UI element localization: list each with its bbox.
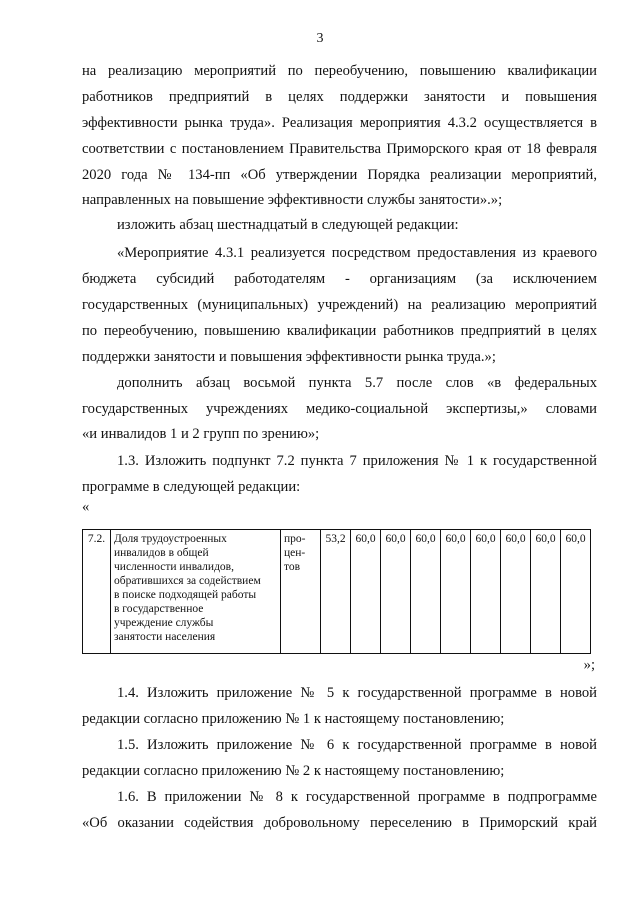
value-cell: 60,0 (561, 530, 591, 654)
text-line: бюджета субсидий работодателям - организациям (за исключением (82, 271, 597, 287)
value-cell: 53,2 (321, 530, 351, 654)
quote-open: « (82, 499, 90, 515)
text-line: поддержки занятости и повышения эффективности рынка труда.»; (82, 349, 496, 365)
indicator-name: Доля трудоустроенных инвалидов в общей численности инвалидов, обратившихся за содействием в поиске подходящей работы в государственное учреждение службы занятости населения (111, 530, 281, 654)
value-cell: 60,0 (471, 530, 501, 654)
text-line: направленных на повышение эффективности службы занятости».»; (82, 192, 503, 208)
text-line: государственных (муниципальных) учреждений) на реализацию мероприятий (82, 297, 597, 313)
text-line: дополнить абзац восьмой пункта 5.7 после слов «в федеральных (117, 375, 597, 391)
text-line: по переобучению, повышению квалификации работников предприятий в целях (82, 323, 597, 339)
unit-cell: про- цен- тов (281, 530, 321, 654)
text-line: программе в следующей редакции: (82, 479, 301, 495)
text-line: редакции согласно приложению № 2 к настоящему постановлению; (82, 763, 505, 779)
text-line: «Об оказании содействия добровольному переселению в Приморский край (82, 815, 597, 831)
value-cell: 60,0 (531, 530, 561, 654)
text-line: эффективности рынка труда». Реализация мероприятия 4.3.2 осуществляется в (82, 115, 597, 131)
text-line: государственных учреждениях медико-социальной экспертизы,» словами (82, 401, 597, 417)
value-cell: 60,0 (351, 530, 381, 654)
value-cell: 60,0 (441, 530, 471, 654)
row-number: 7.2. (83, 530, 111, 654)
text-line: работников предприятий в целях поддержки занятости и повышения (82, 89, 597, 105)
text-line: 1.3. Изложить подпункт 7.2 пункта 7 приложения № 1 к государственной (117, 453, 597, 469)
text-line: 2020 года № 134-пп «Об утверждении Порядка реализации мероприятий, (82, 167, 597, 183)
value-cell: 60,0 (501, 530, 531, 654)
table-row (83, 530, 591, 654)
text-line: 1.4. Изложить приложение № 5 к государственной программе в новой (117, 685, 597, 701)
text-line: изложить абзац шестнадцатый в следующей редакции: (117, 217, 459, 233)
value-cell: 60,0 (381, 530, 411, 654)
value-cell: 60,0 (411, 530, 441, 654)
text-line: «и инвалидов 1 и 2 групп по зрению»; (82, 426, 320, 442)
text-line: «Мероприятие 4.3.1 реализуется посредством предоставления из краевого (117, 245, 597, 261)
page-number: 3 (316, 31, 324, 46)
text-line: 1.6. В приложении № 8 к государственной программе в подпрограмме (117, 789, 597, 805)
text-line: 1.5. Изложить приложение № 6 к государственной программе в новой (117, 737, 597, 753)
text-line: соответствии с постановлением Правительства Приморского края от 18 февраля (82, 141, 597, 157)
indicator-table (82, 529, 591, 654)
text-line: редакции согласно приложению № 1 к настоящему постановлению; (82, 711, 505, 727)
text-line: на реализацию мероприятий по переобучению, повышению квалификации (82, 63, 597, 79)
quote-close: »; (583, 657, 595, 673)
